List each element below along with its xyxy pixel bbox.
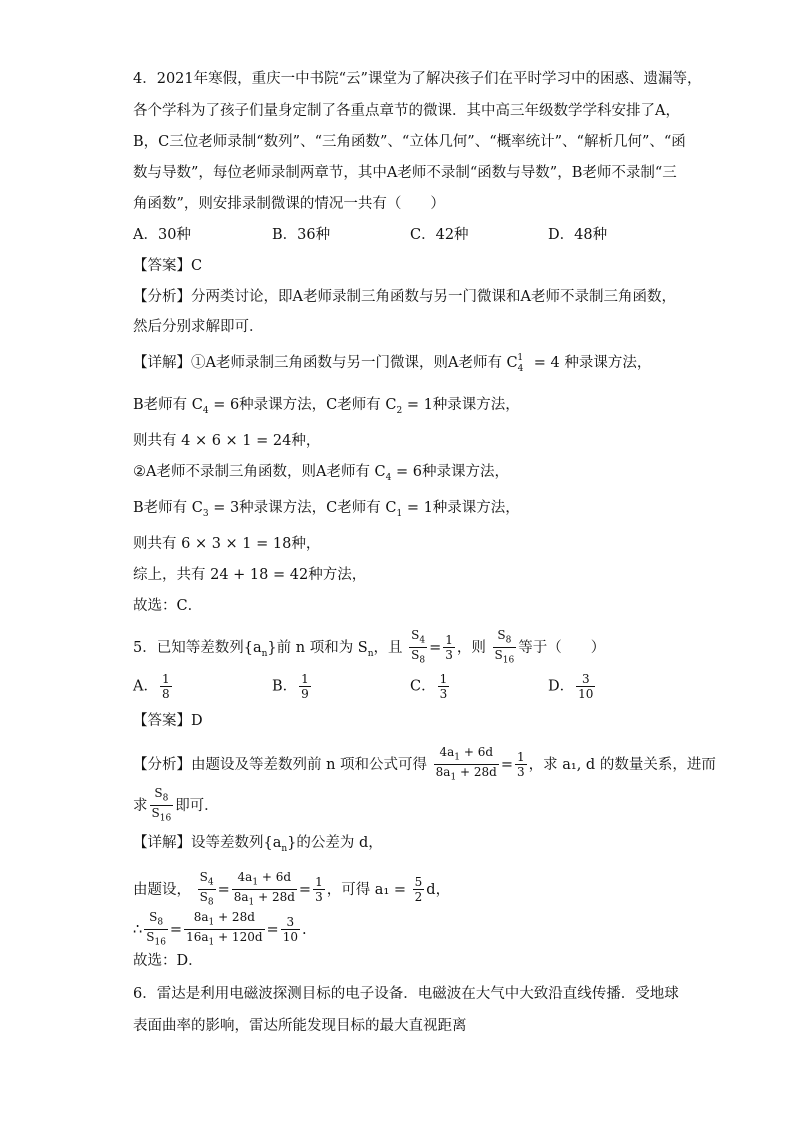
q5-detail-line1: 【详解】设等差数列$\{a_n\}$的公差为 d， <box>133 835 383 854</box>
q5-option-c: C． $\frac{1}{3}$ <box>410 672 448 701</box>
q4-option-d: D．48种 <box>548 227 608 243</box>
q5-detail-line2: 由题设， $\frac{S_4}{S_8}$ = $\frac{4a_1 + 6d}{8a_1 + 28d}$ = $\frac{1}{3}$ ，可得 a₁ = $\frac{5}{2}$ d， <box>133 870 451 908</box>
q4-detail-line6: 则共有 6 × 3 × 1 = 18种， <box>133 536 321 552</box>
q4-detail-line4: ②A老师不录制三角函数，则A老师有 $C_4 = 6$种录课方法， <box>133 464 509 483</box>
q5-stem: 5．已知等差数列$\{a_n\}$前 n 项和为 $S_n$，且 $\frac{S_4}{S_8}$ = $\frac{1}{3}$ ，则 $\frac{S_8}{S_{16}}$ 等于（ ） <box>133 628 606 666</box>
q5-answer: 【答案】D <box>133 713 203 729</box>
q5-detail-line3: ∴ $\frac{S_8}{S_{16}}$ = $\frac{8a_1 + 28d}{16a_1 + 120d}$ = $\frac{3}{10}$ . <box>133 910 307 948</box>
q4-option-a: A．30种 <box>133 227 191 243</box>
q4-answer: 【答案】C <box>133 258 203 274</box>
q5-option-d: D． $\frac{3}{10}$ <box>548 672 594 701</box>
q6-line2: 表面曲率的影响，雷达所能发现目标的最大直视距离 <box>133 1018 467 1034</box>
q4-detail-line1: 【详解】①A老师录制三角函数与另一门微课，则A老师有 $C_4^1 = 4$ 种录课方法， <box>133 353 652 374</box>
q4-detail-line8: 故选：C． <box>133 598 203 614</box>
q5-ratio-s4-s8: $\frac{S_4}{S_8}$ <box>411 628 426 666</box>
q5-analysis-line1: 【分析】由题设及等差数列前 n 项和公式可得 $\frac{4a_1 + 6d}{8a_1 + 28d}$ = $\frac{1}{3}$ ，求 a₁, d 的数量关系，进而 <box>133 745 716 783</box>
q4-analysis-line2: 然后分别求解即可． <box>133 319 264 335</box>
q4-detail-line2: B老师有 $C_4 = 6$种录课方法，C老师有 $C_2 = 1$种录课方法， <box>133 397 520 416</box>
q5-ratio-one-third: $\frac{1}{3}$ <box>445 633 453 663</box>
q4-detail-line7: 综上，共有 24 + 18 = 42种方法， <box>133 567 367 583</box>
q4-option-c: C．42种 <box>410 227 469 243</box>
q5-analysis-line2: 求 $\frac{S_8}{S_{16}}$ 即可． <box>133 786 219 824</box>
q5-ratio-s8-s16: $\frac{S_8}{S_{16}}$ <box>494 628 515 666</box>
q4-line1: 4．2021年寒假，重庆一中书院“云”课堂为了解决孩子们在平时学习中的困惑、遗漏等， <box>133 71 702 87</box>
q5-option-a: A． $\frac{1}{8}$ <box>133 672 170 701</box>
q4-line4: 数与导数”，每位老师录制两章节，其中A老师不录制“函数与导数”，B老师不录制“三 <box>133 165 677 181</box>
q4-line2: 各个学科为了孩子们量身定制了各重点章节的微课．其中高三年级数学学科安排了A， <box>133 103 680 119</box>
q4-option-b: B．36种 <box>272 227 331 243</box>
q5-option-b: B． $\frac{1}{9}$ <box>272 672 309 701</box>
q6-line1: 6．雷达是利用电磁波探测目标的电子设备．电磁波在大气中大致沿直线传播．受地球 <box>133 986 679 1002</box>
q4-line3: B，C三位老师录制“数列”、“三角函数”、“立体几何”、“概率统计”、“解析几何”、“函 <box>133 134 686 150</box>
q4-detail-line3: 则共有 4 × 6 × 1 = 24种， <box>133 433 321 449</box>
q4-analysis-line1: 【分析】分两类讨论，即A老师录制三角函数与另一门微课和A老师不录制三角函数， <box>133 289 676 305</box>
q5-analysis-fraction: $\frac{4a_1 + 6d}{8a_1 + 28d}$ <box>435 745 497 783</box>
q5-detail-line4: 故选：D． <box>133 953 203 969</box>
q4-line5: 角函数”，则安排录制微课的情况一共有（ ） <box>133 196 445 212</box>
q4-detail-line5: B老师有 $C_3 = 3$种录课方法，C老师有 $C_1 = 1$种录课方法， <box>133 500 520 519</box>
